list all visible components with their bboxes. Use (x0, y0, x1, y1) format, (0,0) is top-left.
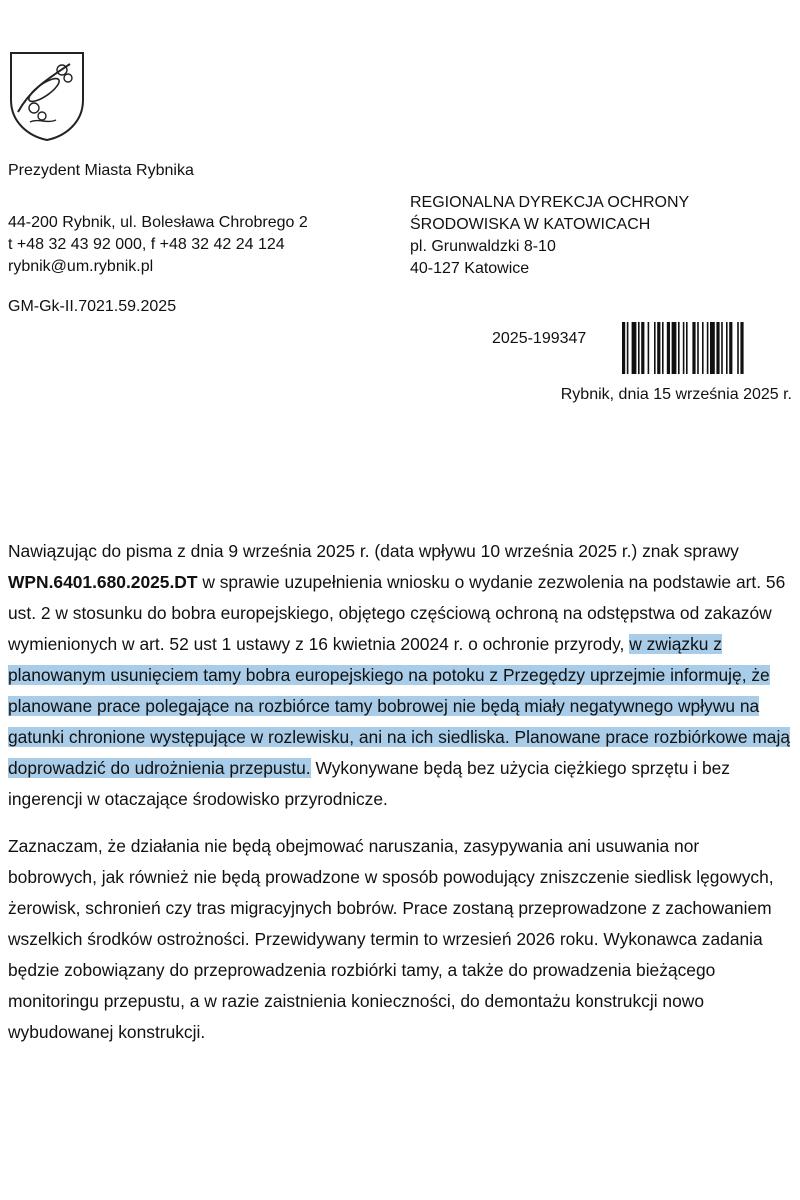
barcode-icon (622, 322, 782, 374)
paragraph-1-middle: w sprawie uzupełnienia wniosku o wydanie zezwolenia na podstawie art. 56 ust. 2 w stosunku do bobra europejskiego, objętego częściową ochroną na odstępstwa od zakazów wymienionych w art. 52 ust 1 ustawy z 16 kwietnia 20024 r. o ochronie przyrody, (8, 572, 786, 654)
recipient-line-3: pl. Grunwaldzki 8-10 (410, 238, 556, 255)
case-number: WPN.6401.680.2025.DT (8, 572, 198, 592)
place-date: Rybnik, dnia 15 września 2025 r. (560, 386, 792, 403)
sender-email: rybnik@um.rybnik.pl (8, 258, 154, 275)
sender-name: Prezydent Miasta Rybnika (8, 162, 194, 179)
letter-body (8, 536, 792, 1064)
sender-address: 44-200 Rybnik, ul. Bolesława Chrobrego 2 (8, 214, 308, 231)
sender-block (8, 160, 308, 318)
paragraph-2: Zaznaczam, że działania nie będą obejmować naruszania, zasypywania ani usuwania nor bobrowych, jak również nie będą prowadzone w sposób powodujący zniszczenie siedlisk lęgowych, żerowisk, schronień czy tras migracyjnych bobrów. Prace zostaną przeprowadzone z zachowaniem wszelkich środków ostrożności. Przewidywany termin to wrzesień 2026 roku. Wykonawca zadania będzie zobowiązany do przeprowadzenia rozbiórki tamy, a także do prowadzenia bieżącego monitoringu przepustu, a w razie zaistnienia konieczności, do demontażu konstrukcji nowo wybudowanej konstrukcji. (8, 836, 774, 1042)
barcode-block (488, 322, 800, 380)
paragraph-1-end: Wykonywane będą bez użycia ciężkiego sprzętu i bez ingerencji w otaczające środowisko przyrodnicze. (8, 758, 730, 809)
paragraph-1 (8, 536, 792, 815)
recipient-line-2: ŚRODOWISKA W KATOWICACH (410, 216, 651, 233)
sender-phone: t +48 32 43 92 000, f +48 32 42 24 124 (8, 236, 285, 253)
recipient-block (410, 192, 689, 280)
recipient-line-1: REGIONALNA DYREKCJA OCHRONY (410, 194, 690, 211)
paragraph-1-intro: Nawiązując do pisma z dnia 9 września 2025 r. (data wpływu 10 września 2025 r.) znak sprawy (8, 541, 739, 561)
barcode-number: 2025-199347 (492, 330, 587, 347)
reference-number: GM-Gk-II.7021.59.2025 (8, 298, 177, 315)
highlighted-text: w związku z planowanym usunięciem tamy bobra europejskiego na potoku z Przegędzy uprzejmie informuję, że planowane prace polegające na rozbiórce tamy bobrowej nie będą miały negatywnego wpływu na gatunki chronione występujące w rozlewisku, ani na ich siedliska. Planowane prace rozbiórkowe mają doprowadzić do udrożnienia przepustu. (8, 634, 791, 778)
city-crest-icon (8, 50, 86, 142)
recipient-line-4: 40-127 Katowice (410, 260, 530, 277)
